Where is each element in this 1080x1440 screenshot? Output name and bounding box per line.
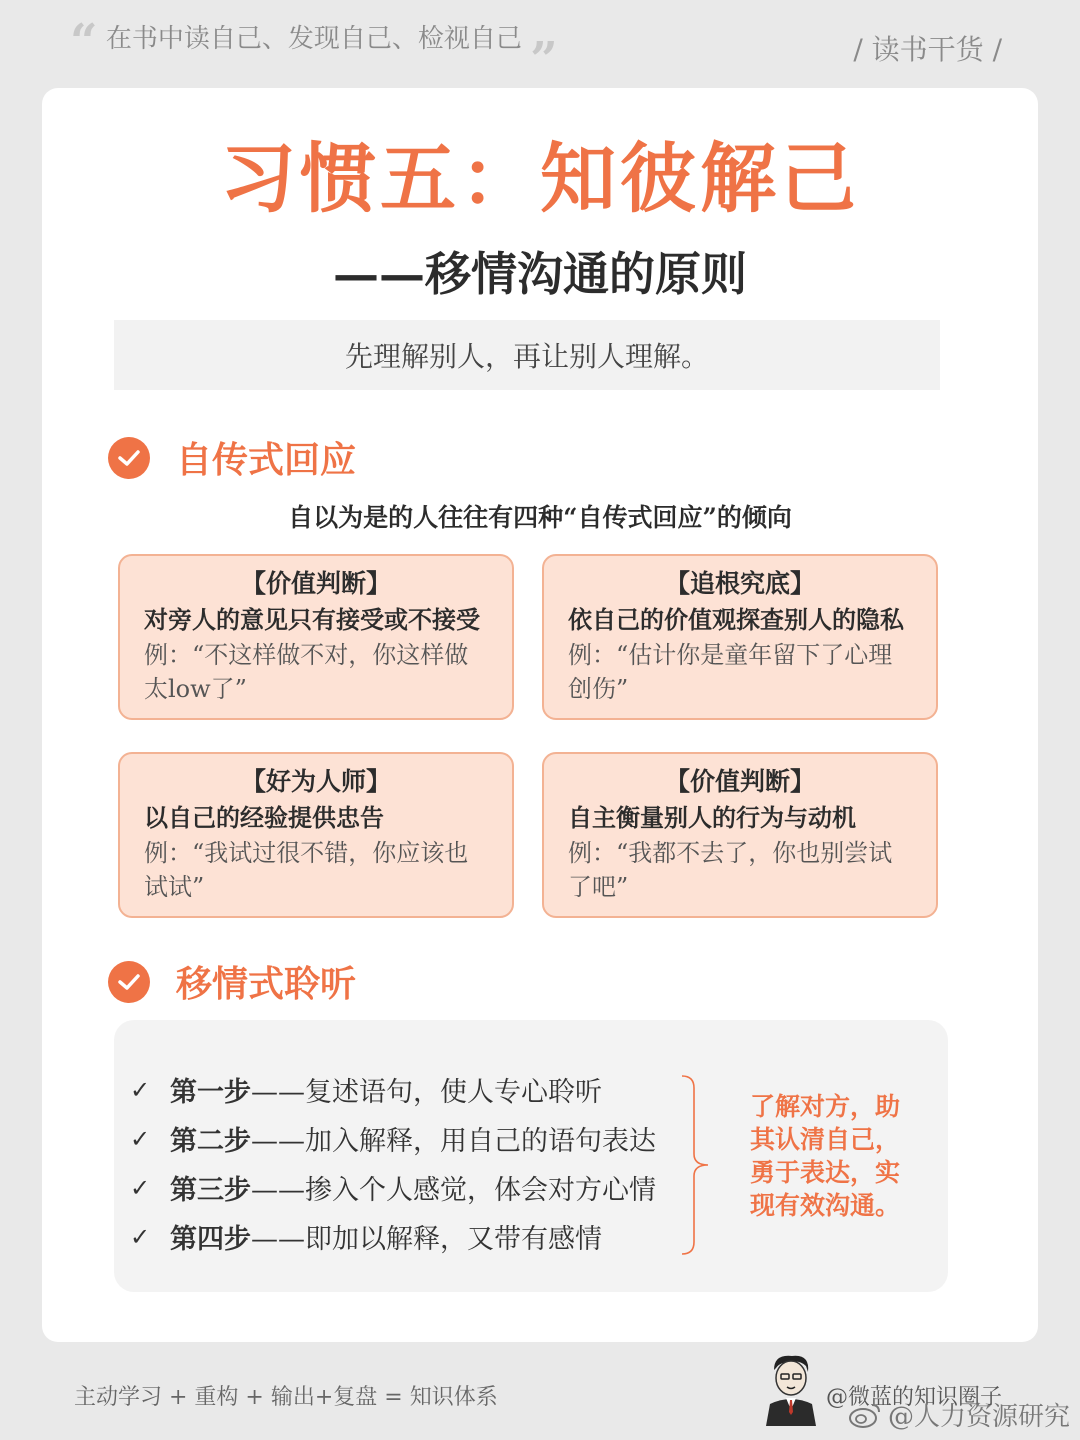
step-item <box>130 1168 656 1207</box>
step-item <box>130 1217 602 1256</box>
box-description: 自主衡量别人的行为与动机 <box>568 803 856 832</box>
avatar-icon <box>760 1352 822 1426</box>
header-quote-text: 在书中读自己、发现自己、检视自己 <box>105 24 522 54</box>
summary-line: 了解对方，助 <box>750 1092 901 1121</box>
box-example-line: 例：“我都不去了，你也别尝试 <box>568 839 893 867</box>
footer-formula: 主动学习 + 重构 + 输出+复盘 = 知识体系 <box>74 1385 498 1410</box>
box-example-line: 例：“我试过很不错，你应该也 <box>144 839 469 867</box>
step-label: 第三步 <box>170 1175 251 1206</box>
section-title: 自传式回应 <box>176 439 357 481</box>
box-example-line: 试试” <box>144 873 205 901</box>
box-description: 对旁人的意见只有接受或不接受 <box>144 605 480 634</box>
response-box-value-judgment <box>118 554 514 720</box>
watermark-text: @人力资源研究 <box>887 1402 1070 1432</box>
footer-handle: @微蓝的知识圈子 <box>826 1385 1003 1410</box>
step-label: 第二步 <box>170 1126 251 1157</box>
response-box-probing <box>542 554 938 720</box>
section-intro: 自以为是的人往往有四种“自传式回应”的倾向 <box>288 503 792 532</box>
check-mark-icon: ✓ <box>130 1075 151 1104</box>
check-circle-icon <box>108 961 150 1003</box>
response-box-interpreting <box>542 752 938 918</box>
principle-text: 先理解别人，再让别人理解。 <box>344 340 709 373</box>
header-tag: / 读书干货 / <box>853 33 1002 66</box>
step-item <box>130 1070 602 1109</box>
box-example-line: 创伤” <box>568 675 629 703</box>
box-description: 依自己的价值观探查别人的隐私 <box>568 605 904 634</box>
box-description: 以自己的经验提供忠告 <box>144 803 384 832</box>
step-item <box>130 1119 656 1158</box>
step-text: ——掺入个人感觉，体会对方心情 <box>251 1175 656 1206</box>
sub-title: ——移情沟通的原则 <box>333 247 747 301</box>
header-quote <box>70 14 558 88</box>
close-quote-mark: ” <box>530 32 558 88</box>
box-example-line: 太low了” <box>144 675 247 703</box>
summary-line: 勇于表达，实 <box>750 1158 901 1187</box>
main-title: 习惯五：知彼解己 <box>220 134 860 223</box>
box-example-line: 例：“估计你是童年留下了心理 <box>568 641 893 669</box>
response-box-advising <box>118 752 514 918</box>
box-title: 【追根究底】 <box>664 569 815 598</box>
box-title: 【价值判断】 <box>240 569 391 598</box>
step-text: ——即加以解释，又带有感情 <box>251 1224 602 1255</box>
summary-line: 其认清自己， <box>750 1125 901 1154</box>
box-example-line: 例：“不这样做不对，你这样做 <box>144 641 469 669</box>
summary-line: 现有效沟通。 <box>750 1191 901 1220</box>
principle-banner <box>114 320 940 390</box>
section-empathic-listening-heading <box>108 956 356 1007</box>
check-mark-icon: ✓ <box>130 1222 151 1251</box>
open-quote-mark: “ <box>70 14 98 70</box>
check-circle-icon <box>108 437 150 479</box>
watermark <box>848 1396 1070 1433</box>
section-title: 移情式聆听 <box>176 963 357 1005</box>
box-example-line: 了吧” <box>568 873 629 901</box>
box-title: 【价值判断】 <box>664 767 815 796</box>
box-title: 【好为人师】 <box>240 767 391 796</box>
listening-summary <box>750 1090 920 1222</box>
check-mark-icon: ✓ <box>130 1124 151 1153</box>
step-label: 第一步 <box>170 1077 251 1108</box>
brace-icon <box>680 1074 716 1256</box>
section-autobiographical-heading <box>108 432 356 483</box>
step-text: ——复述语句，使人专心聆听 <box>251 1077 602 1108</box>
check-mark-icon: ✓ <box>130 1173 151 1202</box>
weibo-icon <box>848 1401 882 1429</box>
step-text: ——加入解释，用自己的语句表达 <box>251 1126 656 1157</box>
step-label: 第四步 <box>170 1224 251 1255</box>
